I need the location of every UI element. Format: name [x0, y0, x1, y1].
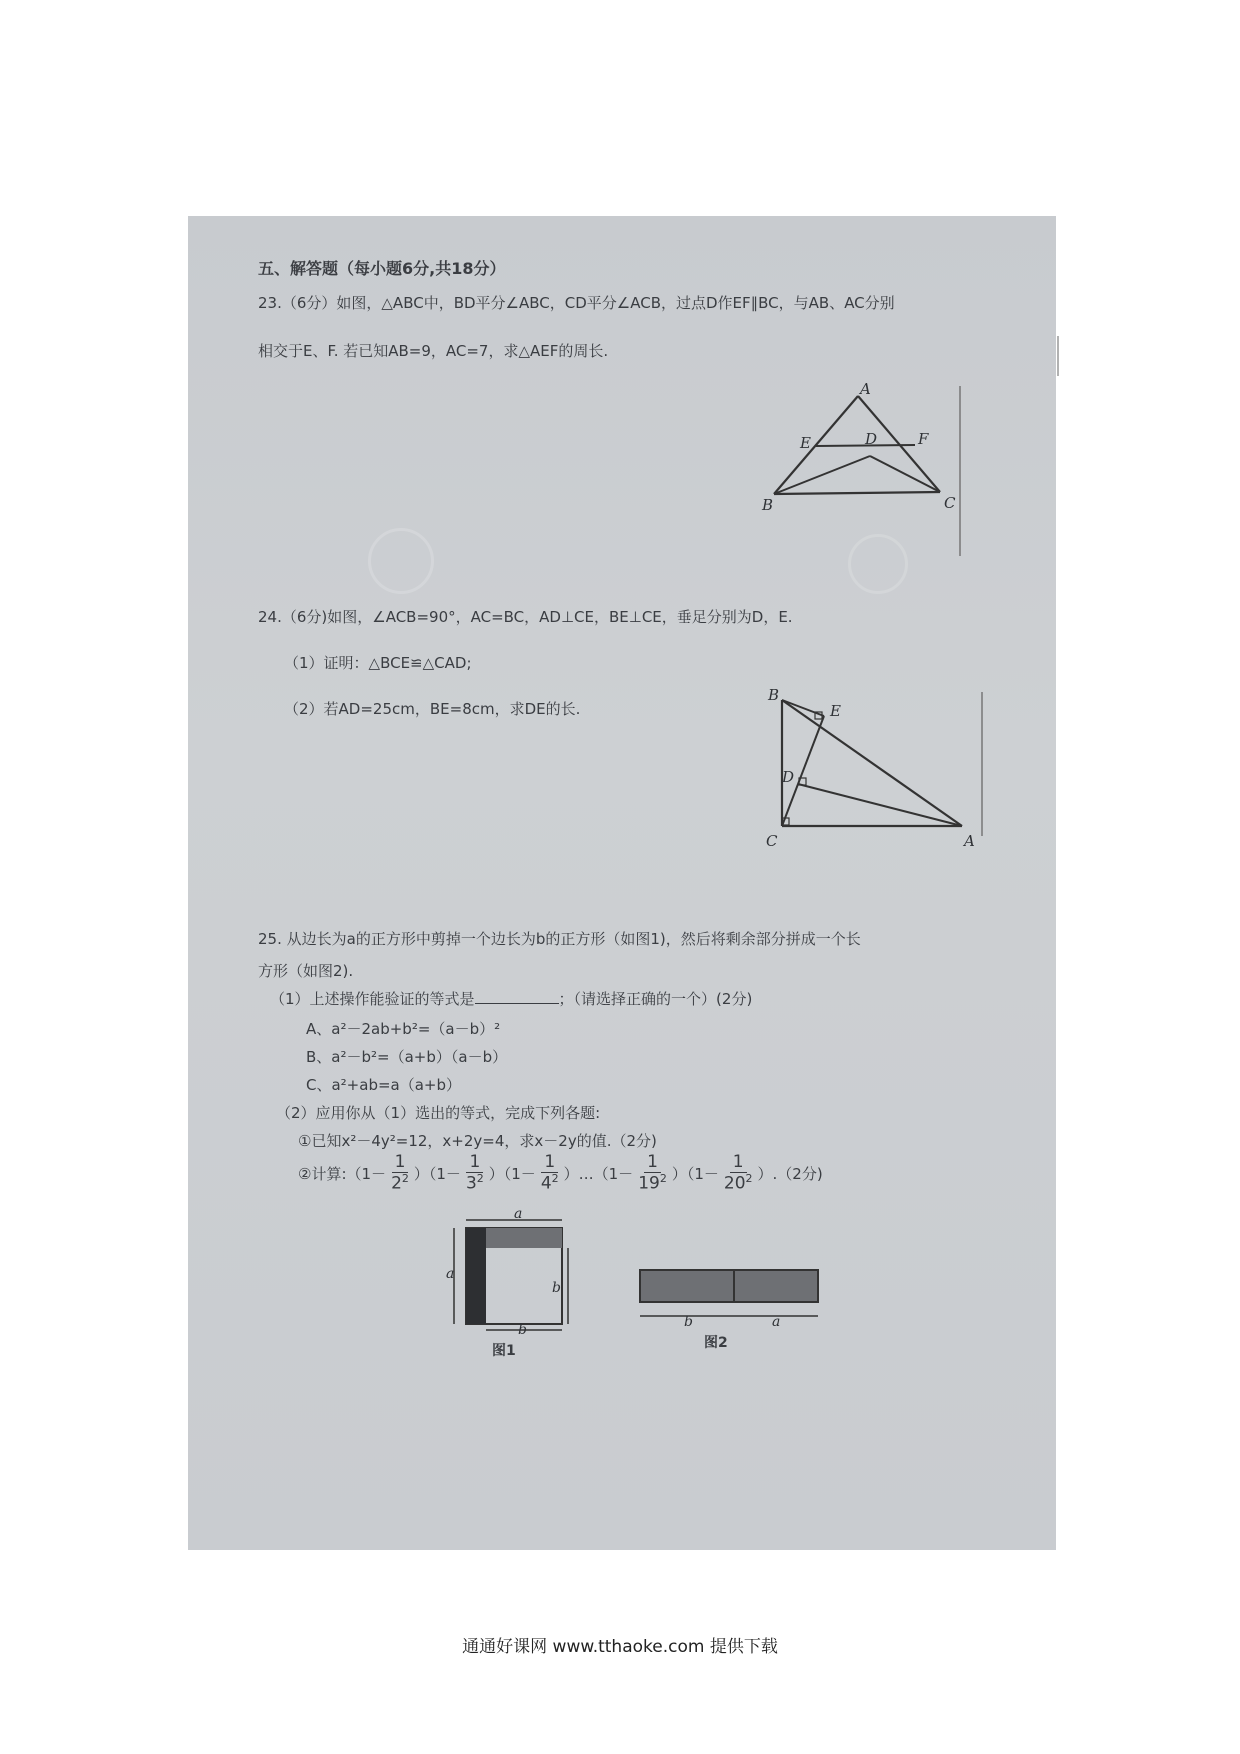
- label-b-right: b: [552, 1280, 561, 1296]
- q25-part1-tail: ；（请选择正确的一个）(2分): [558, 990, 753, 1008]
- q24-part2: （2）若AD=25cm，BE=8cm，求DE的长.: [284, 700, 581, 718]
- figure-1-caption: 图1: [492, 1343, 516, 1359]
- fraction-2: $\frac{1}{2^2}$: [391, 1152, 409, 1194]
- q24-part1: （1）证明：△BCE≌△CAD;: [284, 654, 472, 672]
- option-b: B、a²－b²=（a+b）（a－b）: [306, 1048, 508, 1066]
- q24-triangle-figure: [748, 686, 1008, 876]
- label-a: A: [964, 832, 975, 850]
- label-a-top: a: [514, 1206, 523, 1222]
- answer-blank: [475, 989, 559, 1004]
- bleed-through-mark: [368, 528, 434, 594]
- q25-part1-text: （1）上述操作能验证的等式是: [270, 990, 475, 1008]
- label-b-bottom: b: [518, 1322, 527, 1338]
- scanned-exam-page: [188, 216, 1056, 1550]
- q25-part1: [270, 988, 752, 1009]
- q25-sub2-suffix: .（2分): [772, 1165, 823, 1184]
- q23-line2: 相交于E、F. 若已知AB=9，AC=7，求△AEF的周长.: [258, 342, 609, 360]
- segment-ad: [798, 784, 962, 826]
- label-e: E: [800, 434, 811, 452]
- q25-line1: 25. 从边长为a的正方形中剪掉一个边长为b的正方形（如图1)，然后将剩余部分拼成一个长: [258, 930, 861, 948]
- label-b: b: [684, 1314, 693, 1330]
- label-b: B: [762, 496, 774, 514]
- fraction-19: $\frac{1}{19^2}$: [638, 1152, 667, 1194]
- fraction-20: $\frac{1}{20^2}$: [723, 1152, 753, 1194]
- q25-sub1: ①已知x²－4y²=12，x+2y=4，求x－2y的值.（2分): [298, 1132, 657, 1150]
- download-footer: 通通好课网 www.tthaoke.com 提供下载: [462, 1637, 778, 1657]
- q25-part2: （2）应用你从（1）选出的等式，完成下列各题:: [276, 1104, 601, 1122]
- fraction-4: $\frac{1}{4^2}$: [540, 1152, 559, 1194]
- q25-figure-1: [446, 1206, 568, 1338]
- q23-line1: 23.（6分）如图，△ABC中，BD平分∠ABC，CD平分∠ACB，过点D作EF∥BC，与AB、AC分别: [258, 294, 895, 312]
- q25-sub2-prefix: ②计算:: [298, 1165, 347, 1184]
- label-c: C: [944, 494, 956, 512]
- label-d: D: [865, 430, 878, 448]
- label-a: A: [860, 380, 871, 398]
- label-d: D: [782, 768, 795, 786]
- q24-line1: 24.（6分)如图，∠ACB=90°，AC=BC，AD⊥CE，BE⊥CE，垂足分别为D，E.: [258, 608, 793, 626]
- label-f: F: [918, 430, 929, 448]
- figure-2-caption: 图2: [704, 1335, 728, 1351]
- label-e: E: [830, 702, 841, 720]
- option-c: C、a²+ab=a（a+b）: [306, 1076, 462, 1094]
- label-c: C: [766, 832, 778, 850]
- section-title: 五、解答题（每小题6分,共18分）: [258, 259, 506, 278]
- q25-sub2: ②计算: （1－ $\frac{1}{2^2}$ ）（1－ $\frac{1}{3^2}$ ）（1－ $\frac{1}{4^2}$ ）…（1－ $\frac{1}{19^2}$ ）（1－ $\frac{1}{20^2}$ ） .（2分): [298, 1152, 823, 1194]
- label-a: a: [772, 1314, 781, 1330]
- rectangle-strip: [640, 1270, 818, 1302]
- removed-strip-left: [466, 1228, 486, 1324]
- bleed-through-mark: [848, 534, 908, 594]
- fraction-3: $\frac{1}{3^2}$: [465, 1152, 484, 1194]
- label-b: B: [768, 686, 780, 704]
- q25-line2: 方形（如图2).: [258, 962, 354, 980]
- segment-bc: [774, 492, 940, 494]
- segment-bd: [774, 456, 870, 494]
- label-a-left: a: [446, 1266, 455, 1282]
- segment-ab: [782, 700, 962, 826]
- q25-figure-2: [638, 1264, 828, 1334]
- segment-cd: [870, 456, 940, 492]
- option-a: A、a²－2ab+b²=（a－b）²: [306, 1020, 501, 1038]
